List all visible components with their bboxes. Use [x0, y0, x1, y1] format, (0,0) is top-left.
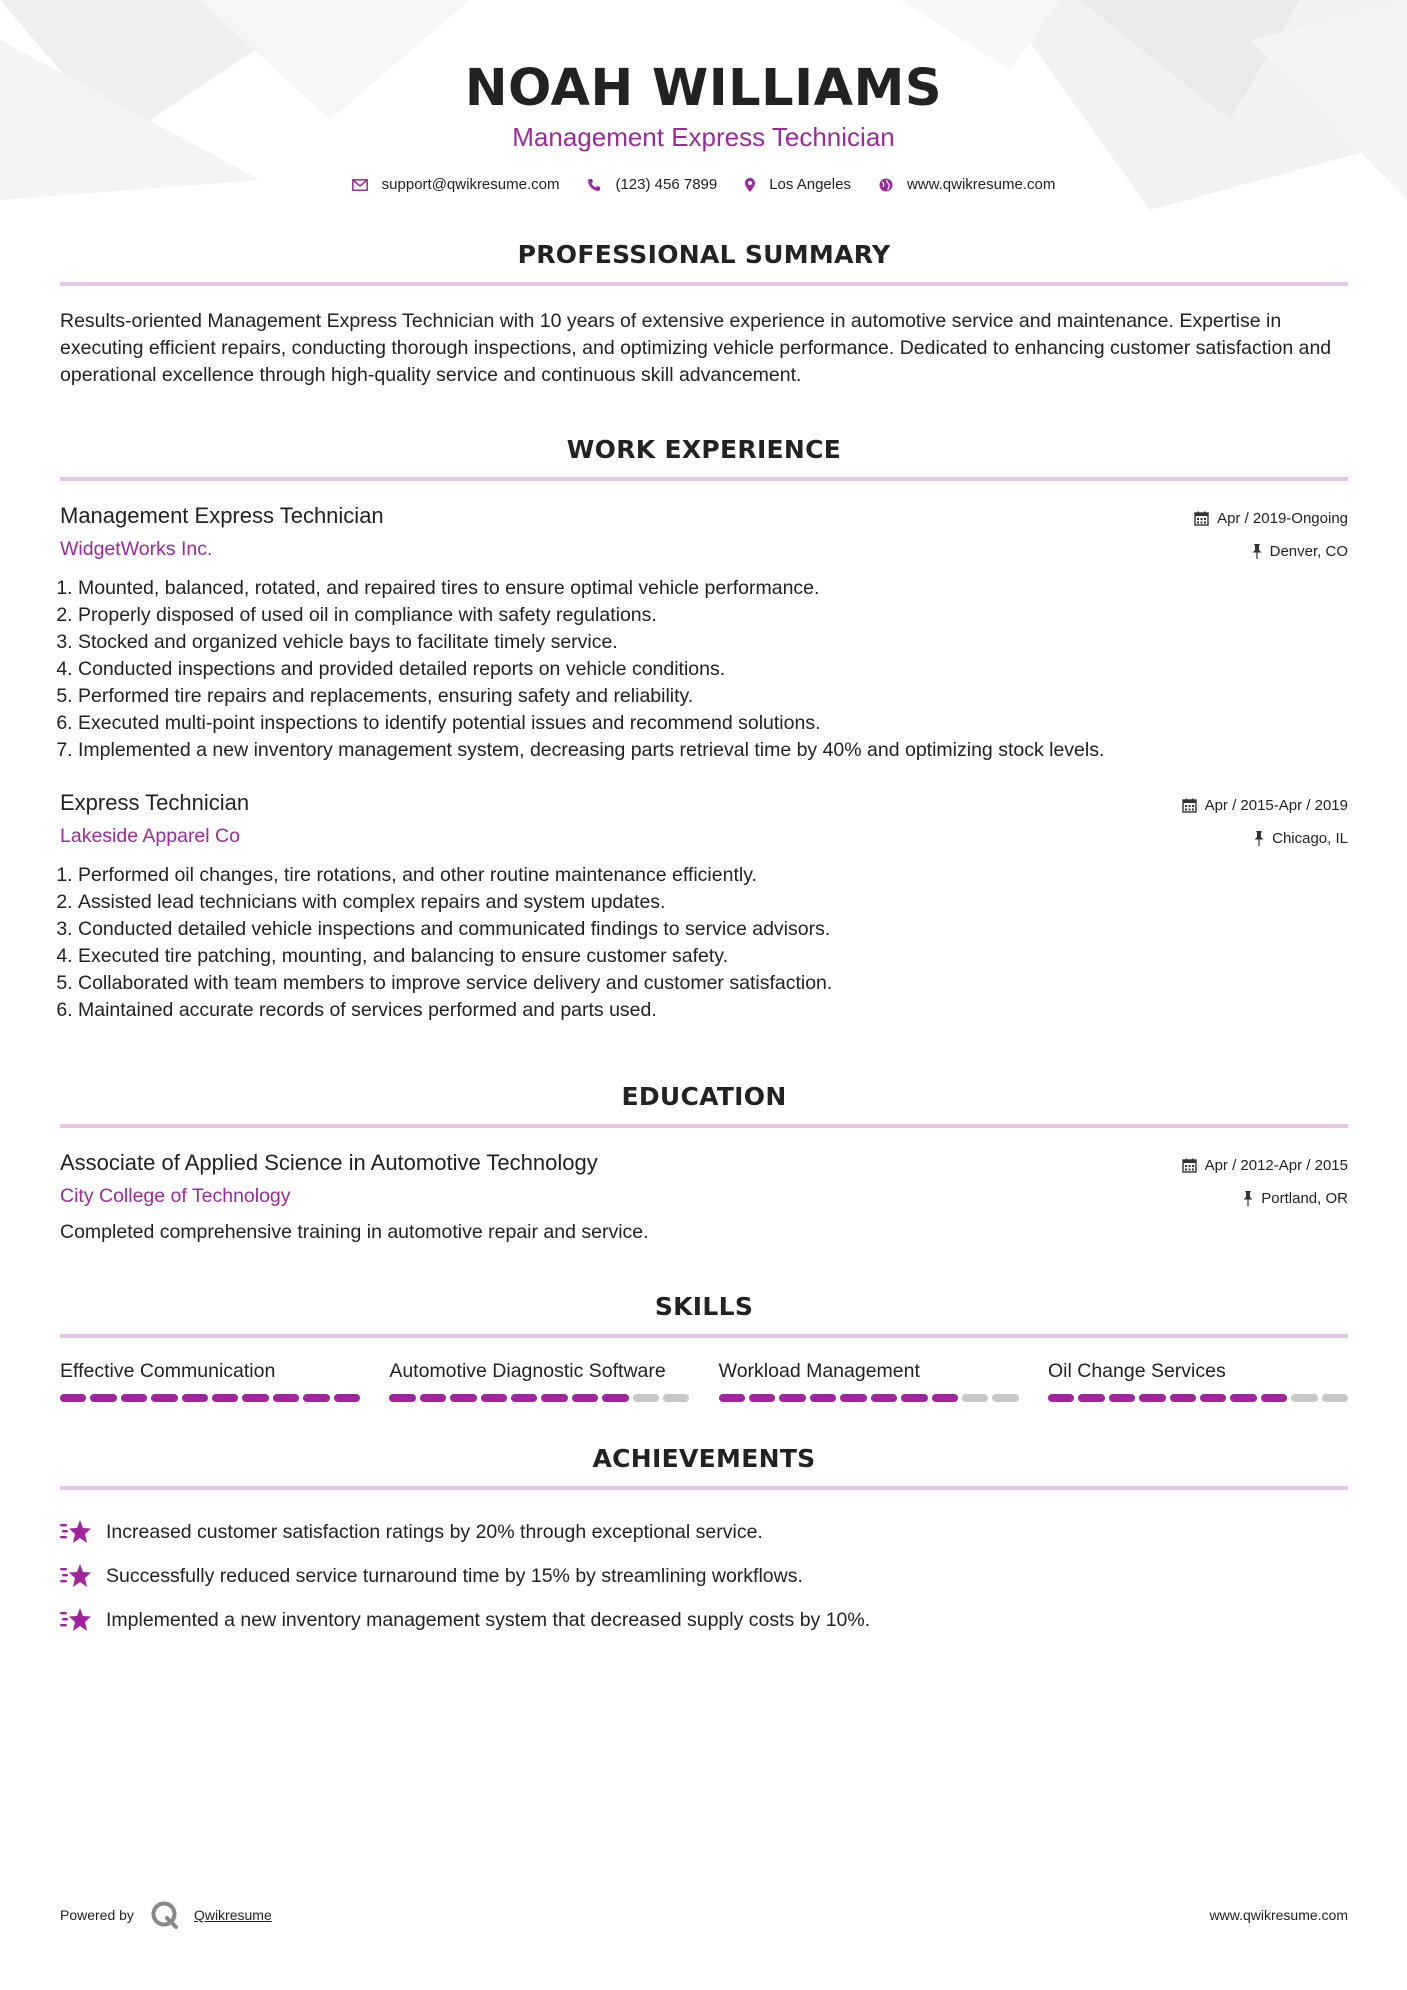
skill-segment-empty	[1291, 1394, 1317, 1402]
job-dates-text: Apr / 2015-Apr / 2019	[1204, 796, 1348, 814]
skill-segment-filled	[511, 1394, 537, 1402]
skill-segment-filled	[121, 1394, 147, 1402]
skill-segment-empty	[633, 1394, 659, 1402]
list-item: 5. Performed tire repairs and replacements, ensuring safety and reliability.	[78, 683, 1348, 710]
skill-segment-filled	[901, 1394, 927, 1402]
skills-section	[60, 1290, 1348, 1402]
skill-segment-filled	[389, 1394, 415, 1402]
skill-segment-filled	[1261, 1394, 1287, 1402]
job-location-text: Chicago, IL	[1272, 829, 1348, 847]
powered-by	[60, 1900, 272, 1930]
section-divider	[60, 1486, 1348, 1490]
skill-segment-filled	[1048, 1394, 1074, 1402]
pushpin-icon	[1254, 831, 1264, 846]
achievement-item	[60, 1554, 1348, 1598]
skill-segment-filled	[1200, 1394, 1226, 1402]
list-item: 6. Maintained accurate records of services performed and parts used.	[78, 997, 1348, 1024]
contact-bar	[0, 176, 1407, 193]
calendar-icon	[1182, 798, 1197, 813]
page-footer	[60, 1900, 1348, 1930]
skill-name: Effective Communication	[60, 1360, 276, 1382]
skill-segment-filled	[450, 1394, 476, 1402]
job-location	[1194, 540, 1348, 562]
skill-segment-filled	[1078, 1394, 1104, 1402]
list-item: 7. Implemented a new inventory management system, decreasing parts retrieval time by 40% and optimizing stock levels.	[78, 737, 1348, 764]
education-location-text: Portland, OR	[1261, 1189, 1348, 1207]
achievements-heading: ACHIEVEMENTS	[592, 1444, 816, 1473]
skill-segment-filled	[719, 1394, 745, 1402]
skill-segment-filled	[273, 1394, 299, 1402]
brand-link[interactable]: Qwikresume	[193, 1907, 272, 1923]
skill-segment-filled	[602, 1394, 628, 1402]
skill-level-bar	[719, 1394, 1019, 1402]
location-text: Los Angeles	[769, 176, 851, 193]
section-divider	[60, 1124, 1348, 1128]
section-divider	[60, 1334, 1348, 1338]
skills-grid	[60, 1358, 1348, 1402]
education-heading: EDUCATION	[621, 1082, 787, 1111]
experience-section	[60, 433, 1348, 1024]
skill-level-bar	[389, 1394, 689, 1402]
list-item: 5. Collaborated with team members to improve service delivery and customer satisfaction.	[78, 970, 1348, 997]
duty-list	[60, 575, 1348, 764]
contact-location	[745, 176, 851, 193]
job-dates-text: Apr / 2019-Ongoing	[1217, 509, 1348, 527]
resume-content	[60, 238, 1348, 1642]
skill-segment-empty	[992, 1394, 1018, 1402]
map-pin-icon	[745, 178, 755, 192]
achievement-item	[60, 1510, 1348, 1554]
skill-segment-filled	[1109, 1394, 1135, 1402]
candidate-title: Management Express Technician	[512, 122, 895, 152]
resume-header	[0, 58, 1407, 193]
skill-segment-filled	[334, 1394, 360, 1402]
pushpin-icon	[1243, 1191, 1253, 1206]
list-item: 3. Stocked and organized vehicle bays to facilitate timely service.	[78, 629, 1348, 656]
skill-item	[719, 1358, 1019, 1402]
job-location-text: Denver, CO	[1269, 542, 1348, 560]
achievement-item	[60, 1598, 1348, 1642]
envelope-icon	[352, 179, 368, 191]
skill-item	[60, 1358, 360, 1402]
skill-segment-empty	[663, 1394, 689, 1402]
list-item: 3. Conducted detailed vehicle inspections and communicated findings to service advisors.	[78, 916, 1348, 943]
job-role: Express Technician	[60, 790, 250, 815]
summary-section	[60, 238, 1348, 389]
list-item: 4. Conducted inspections and provided detailed reports on vehicle conditions.	[78, 656, 1348, 683]
skill-segment-filled	[541, 1394, 567, 1402]
skill-level-bar	[60, 1394, 360, 1402]
achievement-text: Increased customer satisfaction ratings by 20% through exceptional service.	[106, 1521, 763, 1543]
skill-segment-filled	[840, 1394, 866, 1402]
calendar-icon	[1182, 1158, 1197, 1173]
skill-segment-empty	[1322, 1394, 1348, 1402]
education-description: Completed comprehensive training in automotive repair and service.	[60, 1221, 649, 1243]
qwikresume-logo-icon	[150, 1900, 180, 1930]
experience-heading: WORK EXPERIENCE	[566, 435, 842, 464]
powered-by-label: Powered by	[60, 1907, 134, 1923]
skill-segment-filled	[1230, 1394, 1256, 1402]
job-company: Lakeside Apparel Co	[60, 825, 240, 847]
calendar-icon	[1194, 511, 1209, 526]
skill-segment-filled	[303, 1394, 329, 1402]
star-icon	[60, 1606, 92, 1634]
skills-heading: SKILLS	[654, 1292, 754, 1321]
achievement-text: Successfully reduced service turnaround time by 15% by streamlining workflows.	[106, 1565, 803, 1587]
phone-text: (123) 456 7899	[615, 176, 718, 193]
skill-segment-filled	[1139, 1394, 1165, 1402]
skill-segment-filled	[151, 1394, 177, 1402]
star-icon	[60, 1562, 92, 1590]
list-item: 2. Assisted lead technicians with complex repairs and system updates.	[78, 889, 1348, 916]
skill-segment-filled	[420, 1394, 446, 1402]
skill-item	[389, 1358, 689, 1402]
education-dates	[1182, 1154, 1348, 1176]
email-text: support@qwikresume.com	[381, 176, 560, 193]
section-divider	[60, 477, 1348, 481]
job-location	[1182, 827, 1348, 849]
job-entry	[60, 788, 1348, 1024]
contact-website[interactable]	[879, 176, 1055, 193]
skill-name: Automotive Diagnostic Software	[389, 1360, 666, 1382]
job-dates	[1194, 507, 1348, 529]
skill-name: Oil Change Services	[1047, 1360, 1226, 1382]
job-dates	[1182, 794, 1348, 816]
pushpin-icon	[1252, 544, 1262, 559]
skill-segment-filled	[932, 1394, 958, 1402]
skill-segment-filled	[871, 1394, 897, 1402]
achievements-section	[60, 1442, 1348, 1642]
skill-item	[1048, 1358, 1348, 1402]
skill-segment-filled	[90, 1394, 116, 1402]
skill-segment-filled	[212, 1394, 238, 1402]
education-location	[1182, 1187, 1348, 1209]
list-item: 1. Performed oil changes, tire rotations, and other routine maintenance efficiently.	[78, 862, 1348, 889]
list-item: 6. Executed multi-point inspections to identify potential issues and recommend solutions.	[78, 710, 1348, 737]
star-icon	[60, 1518, 92, 1546]
job-role: Management Express Technician	[60, 503, 384, 528]
candidate-name: NOAH WILLIAMS	[464, 59, 943, 118]
skill-segment-filled	[749, 1394, 775, 1402]
section-divider	[60, 282, 1348, 286]
summary-text: Results-oriented Management Express Technician with 10 years of extensive experience in automotive service and maintenance. Expertise in executing efficient repairs, conducting thorough inspections, and optimizing vehicle performance. Dedicated to enhancing customer satisfaction and operational excellence through high-quality service and continuous skill advancement.	[60, 310, 1332, 386]
list-item: 1. Mounted, balanced, rotated, and repaired tires to ensure optimal vehicle performance.	[78, 575, 1348, 602]
skill-segment-filled	[810, 1394, 836, 1402]
achievement-text: Implemented a new inventory management system that decreased supply costs by 10%.	[106, 1609, 871, 1631]
school-name: City College of Technology	[60, 1185, 291, 1207]
skill-segment-filled	[481, 1394, 507, 1402]
skill-segment-filled	[572, 1394, 598, 1402]
skill-name: Workload Management	[718, 1360, 920, 1382]
education-dates-text: Apr / 2012-Apr / 2015	[1204, 1156, 1348, 1174]
website-text: www.qwikresume.com	[906, 176, 1056, 193]
skill-segment-filled	[1170, 1394, 1196, 1402]
phone-icon	[587, 178, 601, 192]
skill-segment-empty	[962, 1394, 988, 1402]
job-company: WidgetWorks Inc.	[60, 538, 213, 560]
education-section	[60, 1080, 1348, 1246]
skill-segment-filled	[242, 1394, 268, 1402]
list-item: 2. Properly disposed of used oil in compliance with safety regulations.	[78, 602, 1348, 629]
duty-list	[60, 862, 1348, 1024]
job-entry	[60, 501, 1348, 764]
achievement-list	[60, 1510, 1348, 1642]
contact-phone[interactable]	[587, 176, 717, 193]
globe-icon	[879, 178, 893, 192]
skill-segment-filled	[182, 1394, 208, 1402]
contact-email[interactable]	[352, 176, 560, 193]
skill-level-bar	[1048, 1394, 1348, 1402]
footer-website[interactable]: www.qwikresume.com	[1209, 1907, 1348, 1923]
skill-segment-filled	[60, 1394, 86, 1402]
list-item: 4. Executed tire patching, mounting, and balancing to ensure customer safety.	[78, 943, 1348, 970]
education-entry	[60, 1148, 1348, 1246]
summary-heading: PROFESSIONAL SUMMARY	[517, 240, 891, 269]
degree-title: Associate of Applied Science in Automotive Technology	[60, 1150, 598, 1175]
skill-segment-filled	[779, 1394, 805, 1402]
